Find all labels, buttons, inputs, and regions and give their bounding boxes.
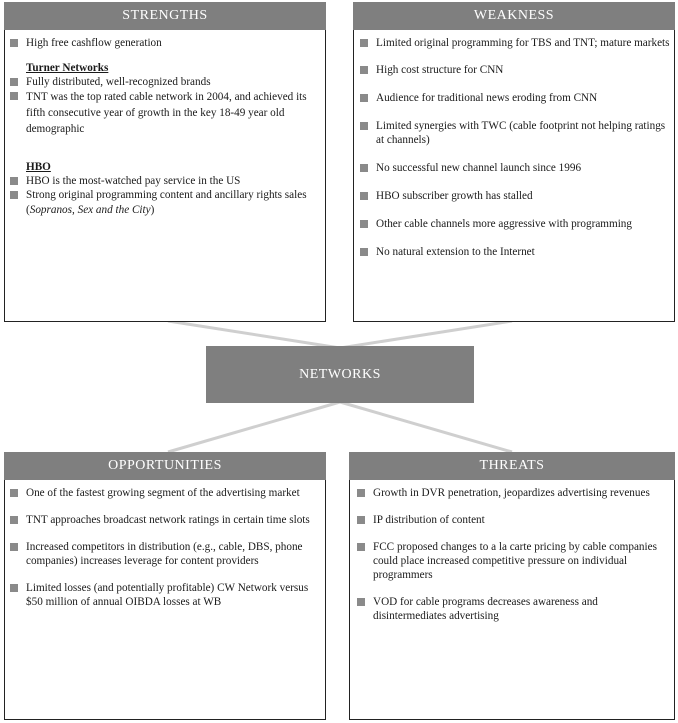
weakness-item: Other cable channels more aggressive with programming bbox=[360, 217, 672, 231]
weakness-item: No natural extension to the Internet bbox=[360, 245, 672, 259]
bullet-icon bbox=[360, 39, 368, 47]
bullet-icon bbox=[360, 66, 368, 74]
bullet-icon bbox=[10, 78, 18, 86]
connector-threats bbox=[340, 402, 512, 452]
weakness-item: No successful new channel launch since 1996 bbox=[360, 161, 672, 175]
bullet-icon bbox=[10, 543, 18, 551]
sopranos-text: Strong original programming content and ancillary rights sales (Sopranos, Sex and the City) bbox=[26, 189, 307, 216]
strengths-item bbox=[10, 188, 322, 218]
bullet-icon bbox=[357, 489, 365, 497]
opportunities-item: Limited losses (and potentially profitable) CW Network versus $50 million of annual OIBDA losses at WB bbox=[10, 581, 322, 609]
opportunities-title: OPPORTUNITIES bbox=[4, 452, 326, 480]
weakness-item: Limited synergies with TWC (cable footprint not helping ratings at channels) bbox=[360, 119, 672, 147]
weakness-item: Audience for traditional news eroding from CNN bbox=[360, 91, 672, 105]
networks-center-box: NETWORKS bbox=[206, 346, 474, 403]
threats-item: VOD for cable programs decreases awareness and disintermediates advertising bbox=[357, 595, 673, 623]
bullet-icon bbox=[10, 489, 18, 497]
bullet-icon bbox=[360, 192, 368, 200]
strengths-title: STRENGTHS bbox=[4, 2, 326, 30]
bullet-icon bbox=[10, 584, 18, 592]
threats-item: FCC proposed changes to a la carte pricing by cable companies could place increased competitive pressure on individual programmers bbox=[357, 540, 673, 582]
bullet-icon bbox=[357, 543, 365, 551]
threats-title: THREATS bbox=[349, 452, 675, 480]
bullet-icon bbox=[357, 516, 365, 524]
connector-strengths bbox=[168, 321, 340, 348]
bullet-icon bbox=[10, 516, 18, 524]
bullet-icon bbox=[10, 177, 18, 185]
weakness-title: WEAKNESS bbox=[353, 2, 675, 30]
threats-item: Growth in DVR penetration, jeopardizes advertising revenues bbox=[357, 486, 673, 500]
bullet-icon bbox=[10, 191, 18, 199]
weakness-item: HBO subscriber growth has stalled bbox=[360, 189, 672, 203]
bullet-icon bbox=[360, 94, 368, 102]
opportunities-item: TNT approaches broadcast network ratings in certain time slots bbox=[10, 513, 322, 527]
bullet-icon bbox=[360, 220, 368, 228]
strengths-item: Fully distributed, well-recognized brands bbox=[10, 75, 322, 89]
connector-opportunities bbox=[168, 402, 340, 452]
weakness-item: High cost structure for CNN bbox=[360, 63, 672, 77]
bullet-icon bbox=[360, 248, 368, 256]
bullet-icon bbox=[10, 39, 18, 47]
opportunities-item: One of the fastest growing segment of the advertising market bbox=[10, 486, 322, 500]
strengths-subheading: Turner Networks bbox=[26, 62, 109, 74]
opportunities-item: Increased competitors in distribution (e.g., cable, DBS, phone companies) increases leverage for content providers bbox=[10, 540, 322, 568]
opportunities-content bbox=[10, 486, 322, 609]
bullet-icon bbox=[360, 122, 368, 130]
bullet-icon bbox=[357, 598, 365, 606]
bullet-icon bbox=[10, 92, 18, 100]
threats-item: IP distribution of content bbox=[357, 513, 673, 527]
strengths-item: High free cashflow generation bbox=[10, 36, 322, 50]
connector-weakness bbox=[340, 321, 512, 348]
strengths-item: TNT was the top rated cable network in 2004, and achieved its fifth consecutive year of growth in the key 18-49 year old demographic bbox=[10, 89, 322, 137]
weakness-item: Limited original programming for TBS and TNT; mature markets bbox=[360, 36, 672, 50]
weakness-content bbox=[360, 36, 672, 259]
strengths-item: HBO is the most-watched pay service in the US bbox=[10, 174, 322, 188]
bullet-icon bbox=[360, 164, 368, 172]
strengths-subheading: HBO bbox=[26, 161, 51, 173]
threats-content bbox=[357, 486, 673, 623]
strengths-content bbox=[10, 36, 322, 218]
